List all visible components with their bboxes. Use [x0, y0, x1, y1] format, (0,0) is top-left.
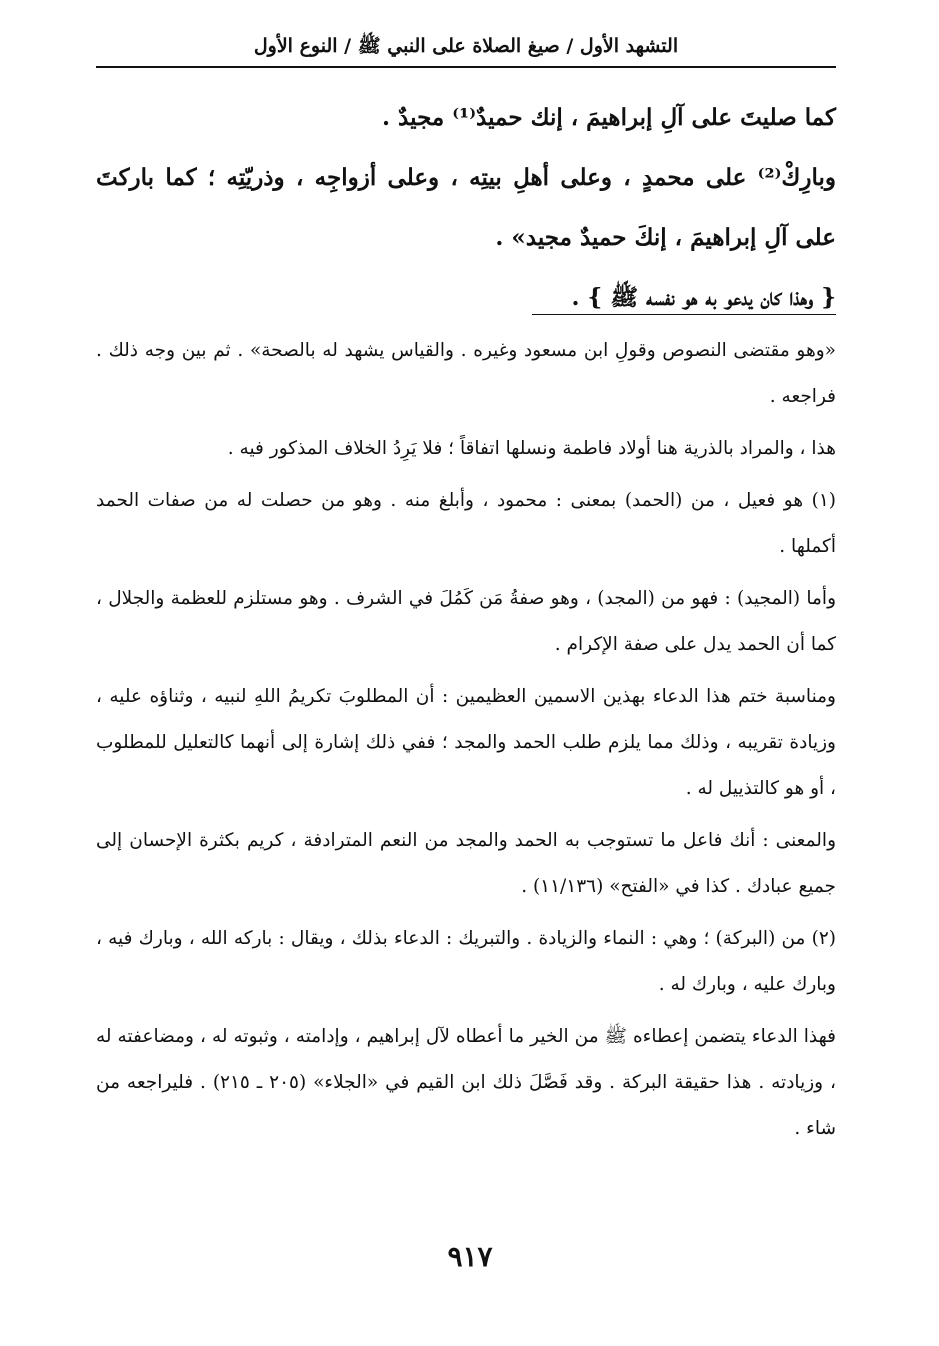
footnote-paragraph: والمعنى : أنك فاعل ما تستوجب به الحمد والمجد من النعم المترادفة ، كريم بكثرة الإحسان إلى جميع عبادك . كذا في «الفتح» (١١/١٣٦) .	[96, 830, 836, 897]
footnote-paragraph: ومناسبة ختم هذا الدعاء بهذين الاسمين العظيمين : أن المطلوبَ تكريمُ اللهِ لنبيه ، وثناؤه عليه ، وزيادة تقريبه ، وذلك مما يلزم طلب الحمد والمجد ؛ ففي ذلك إشارة إلى أنهما كالتعليل للمطلوب ، أو هو كالتذييل له .	[96, 686, 836, 799]
footnote-paragraph: وأما (المجيد) : فهو من (المجد) ، وهو صفةُ مَن كَمُلَ في الشرف . وهو مستلزم للعظمة والجلال ، كما أن الحمد يدل على صفة الإكرام .	[96, 588, 836, 655]
footnote-paragraph: (٢) من (البركة) ؛ وهي : النماء والزيادة . والتبريك : الدعاء بذلك ، ويقال : باركه الله ، وبارك فيه ، وبارك عليه ، وبارك له .	[96, 928, 836, 995]
footnotes	[96, 328, 836, 1158]
footnote-paragraph: فهذا الدعاء يتضمن إعطاءه ﷺ من الخير ما أعطاه لآل إبراهيم ، وإدامته ، وثبوته له ، ومضاعفته له ، وزيادته . هذا حقيقة البركة . وقد فَصَّلَ ذلك ابن القيم في «الجلاء» (٢٠٥ ـ ٢١٥) . فليراجعه من شاء .	[96, 1026, 836, 1139]
footnote-paragraph: (١) هو فعيل ، من (الحمد) بمعنى : محمود ، وأبلغ منه . وهو من حصلت له من صفات الحمد أكملها .	[96, 490, 836, 557]
main-text	[96, 88, 836, 328]
footnote-paragraph: هذا ، والمراد بالذرية هنا أولاد فاطمة ونسلها اتفاقاً ؛ فلا يَرِدُ الخلاف المذكور فيه .	[227, 438, 836, 459]
running-header: التشهد الأول / صيغ الصلاة على النبي ﷺ / النوع الأول	[253, 35, 679, 57]
main-line-2: وبارِكْ⁽²⁾ على محمدٍ ، وعلى أهلِ بيتِه ، وعلى أزواجِه ، وذريّتِه ؛ كما باركتَ على آلِ إبراهيمَ ، إنكَ حميدٌ مجيد» .	[96, 164, 836, 251]
main-line-3: { وهذا كان يدعو به هو نفسه ﷺ } .	[571, 284, 836, 311]
footnote-paragraph: «وهو مقتضى النصوص وقولِ ابن مسعود وغيره . والقياس يشهد له بالصحة» . ثم بين وجه ذلك . فراجعه .	[96, 340, 836, 407]
footnote-separator	[532, 314, 836, 315]
page-number: ٩١٧	[447, 1240, 493, 1273]
header-rule	[96, 66, 836, 68]
main-line-1: كما صليتَ على آلِ إبراهيمَ ، إنك حميدٌ⁽¹⁾ مجيدٌ .	[382, 104, 836, 131]
